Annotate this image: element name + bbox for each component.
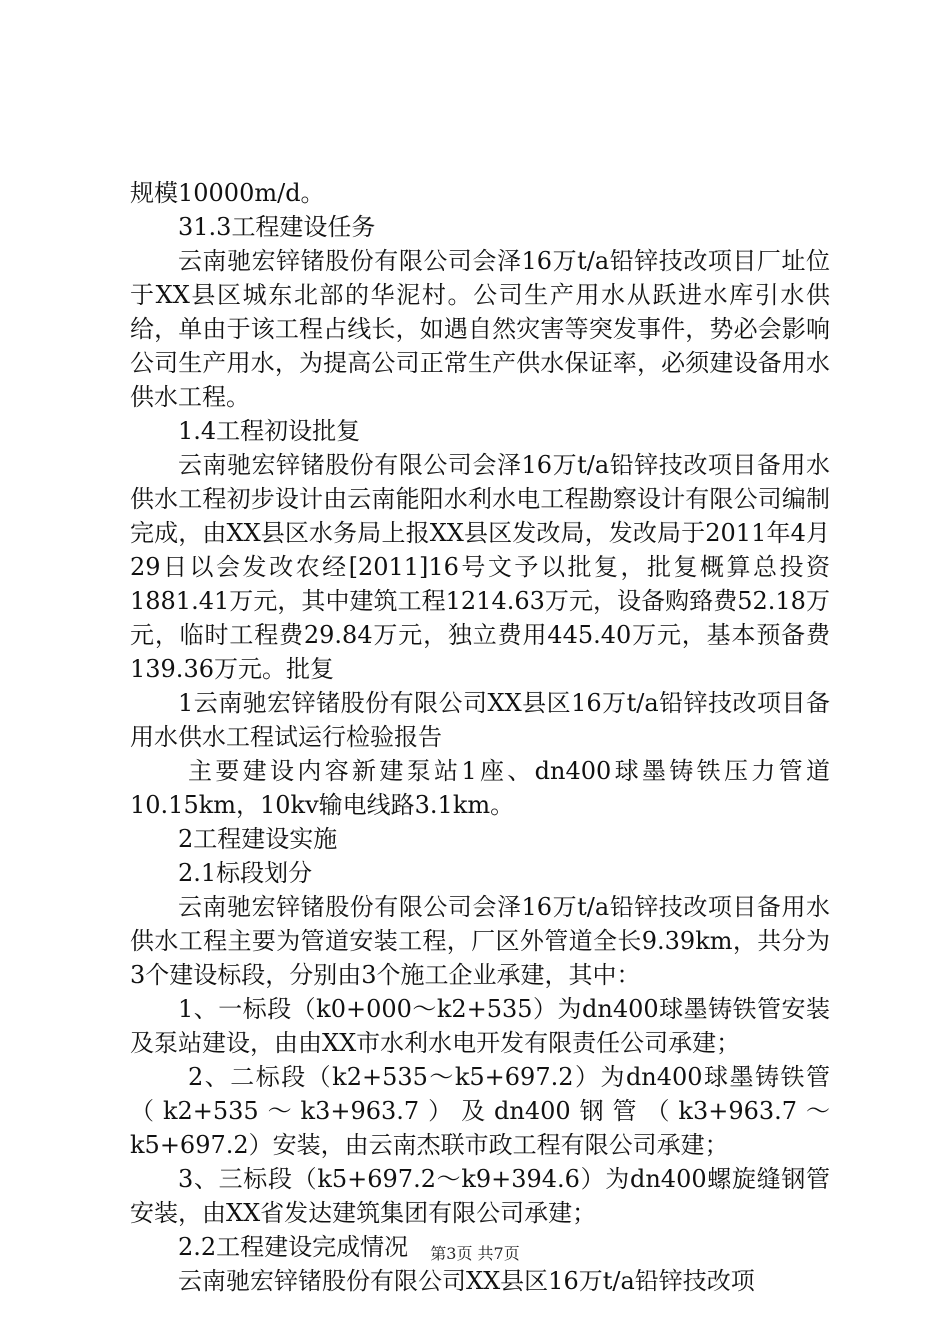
heading-2-2-completion-status: 2.2工程建设完成情况 — [178, 1233, 409, 1261]
paragraph-construction-task: 云南驰宏锌锗股份有限公司会泽16万t/a铅锌技改项目厂址位于XX县区城东北部的华泥村。公司生产用水从跃进水库引水供给，单由于该工程占线长，如遇自然灾害等突发事件，势必会影响公司生产用水，为提高公司正常生产供水保证率，必须建设备用水供水工程。 — [130, 247, 830, 411]
list-item-section-1: 1、一标段（k0+000～k2+535）为dn400球墨铸铁管安装及泵站建设，由由XX市水利水电开发有限责任公司承建； — [130, 995, 830, 1057]
list-item-section-2: 2、二标段（k2+535～k5+697.2）为dn400球墨铸铁管（k2+535～k3+963.7）及dn400钢管（k3+963.7～k5+697.2）安装，由云南杰联市政工程有限公司承建； — [130, 1063, 830, 1159]
paragraph-design-approval: 云南驰宏锌锗股份有限公司会泽16万t/a铅锌技改项目备用水供水工程初步设计由云南能阳水利水电工程勘察设计有限公司编制完成，由XX县区水务局上报XX县区发改局，发改局于2011年4月29日以会发改农经[2011]16号文予以批复，批复概算总投资1881.41万元，其中建筑工程1214.63万元，设备购臵费52.18万元，临时工程费29.84万元，独立费用445.40万元，基本预备费139.36万元。批复 — [130, 451, 830, 683]
heading-2-construction-implementation: 2工程建设实施 — [178, 825, 338, 853]
document-body — [130, 176, 830, 1298]
heading-1-3-construction-task: 31.3工程建设任务 — [178, 213, 376, 241]
list-item-section-3: 3、三标段（k5+697.2～k9+394.6）为dn400螺旋缝钢管安装，由XX省发达建筑集团有限公司承建； — [130, 1165, 830, 1227]
paragraph-completion-status: 云南驰宏锌锗股份有限公司XX县区16万t/a铅锌技改项 — [178, 1267, 755, 1295]
page-footer: 第3页 共7页 — [430, 1244, 520, 1263]
heading-2-1-section-division: 2.1标段划分 — [178, 859, 313, 887]
paragraph-scale: 规模10000m/d。 — [130, 179, 325, 207]
paragraph-main-content: 主要建设内容新建泵站1座、dn400球墨铸铁压力管道10.15km，10kv输电线路3.1km。 — [130, 757, 830, 819]
paragraph-report-title: 1云南驰宏锌锗股份有限公司XX县区16万t/a铅锌技改项目备用水供水工程试运行检验报告 — [130, 689, 830, 751]
heading-1-4-design-approval: 1.4工程初设批复 — [178, 417, 361, 445]
paragraph-section-division: 云南驰宏锌锗股份有限公司会泽16万t/a铅锌技改项目备用水供水工程主要为管道安装工程，厂区外管道全长9.39km，共分为3个建设标段，分别由3个施工企业承建，其中： — [130, 893, 830, 989]
